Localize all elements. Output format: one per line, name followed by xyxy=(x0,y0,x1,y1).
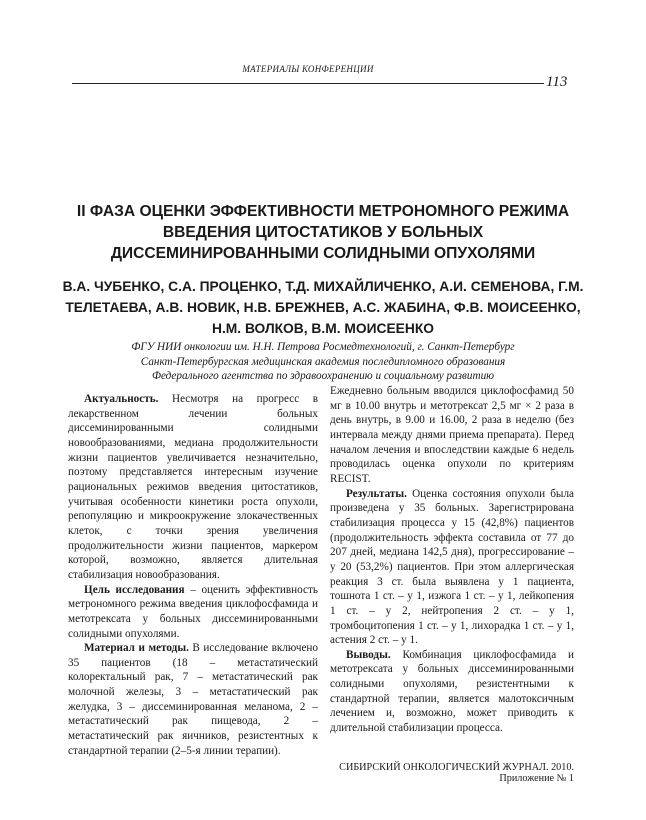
header-rule xyxy=(72,83,544,84)
results-text: Оценка состояния опухоли была произведена у 35 больных. Зарегистрирована стабилизация процесса у 15 (42,8%) пациентов (продолжительность эффекта составила от 77 до 207 дней, медиана 142,5 дня), прогрессирование – у 20 (53,2%) пациентов. При этом аллергическая реакция 3 ст. была выявлена у 1 пациента, тошнота 1 ст. – у 1, изжога 1 ст. – у 1, лейкопения 1 ст. – у 2, нейтропения 2 ст. – у 1, тромбоцитопения 1 ст. – у 1, лихорадка 1 ст. – у 1, астения 2 ст. – у 1. xyxy=(330,487,575,647)
aim-text: – оценить эффективность метрономного режима введения циклофосфамида и метотрексата у больных диссеминированными солидными опухолями. xyxy=(68,583,319,640)
aim-paragraph xyxy=(68,583,318,642)
affiliation-line: Санкт-Петербургская медицинская академия последипломного образования xyxy=(140,355,506,368)
journal-footer: СИБИРСКИЙ ОНКОЛОГИЧЕСКИЙ ЖУРНАЛ. 2010. Приложение № 1 xyxy=(339,762,574,784)
page-number: 113 xyxy=(546,74,568,90)
methods-text: В исследование включено 35 пациентов (18 – метастатический колоректальный рак, 7 – метастатический рак молочной железы, 3 – метастатический рак желудка, 3 – диссеминированная меланома, 2 – метастатический рак пищевода, 2 – метастатический рак яичников, резистентных к стандартной терапии (2–5-я линии терапии). xyxy=(68,642,319,757)
relevance-paragraph xyxy=(68,392,318,583)
methods-label: Материал и методы. xyxy=(84,642,189,655)
conclusions-paragraph xyxy=(330,648,574,736)
left-column xyxy=(68,392,318,758)
relevance-label: Актуальность. xyxy=(84,393,159,405)
conclusions-label: Выводы. xyxy=(346,648,391,661)
affiliation-line: ФГУ НИИ онкологии им. Н.Н. Петрова Росмедтехнологий, г. Санкт-Петербург xyxy=(131,341,515,353)
article-title: II ФАЗА ОЦЕНКИ ЭФФЕКТИВНОСТИ МЕТРОНОМНОГО РЕЖИМА ВВЕДЕНИЯ ЦИТОСТАТИКОВ У БОЛЬНЫХ ДИССЕМИНИРОВАННЫМИ СОЛИДНЫМИ ОПУХОЛЯМИ xyxy=(76,203,570,262)
methods-continuation: Ежедневно больным вводился циклофосфамид 50 мг в 10.00 внутрь и метотрексат 2,5 мг × 2 раза в день внутрь, в 9.00 и 16.00, 2 раза в неделю (без интервала между днями приема препарата). Перед началом лечения и впоследствии каждые 6 недель проводилась оценка опухоли по критериям RECIST. xyxy=(330,385,574,485)
conclusions-text: Комбинация циклофосфамида и метотрексата у больных диссеминированными солидными опухолями, резистентными к стандартной терапии, является малотоксичным лечением и, возможно, может приводить к длительной стабилизации процесса. xyxy=(330,648,574,735)
affiliations xyxy=(60,340,586,384)
aim-label: Цель исследования xyxy=(84,583,185,596)
results-paragraph xyxy=(330,487,574,648)
affiliation-line: Федерального агентства по здравоохранению и социальному развитию xyxy=(151,370,495,382)
running-head: МАТЕРИАЛЫ КОНФЕРЕНЦИИ xyxy=(242,64,374,74)
methods-paragraph xyxy=(68,641,318,758)
right-column xyxy=(330,384,574,736)
relevance-text: Несмотря на прогресс в лекарственном лечении больных диссеминированными солидными новообразованиями, медиана продолжительности жизни пациентов увеличивается незначительно, поэтому представляется интересным изучение рациональных режимов введения цитостатиков, учитывая особенности кинетики роста опухоли, репопуляцию и микроокружение злокачественных клеток, с точки зрения увеличения продолжительности жизни пациентов, маркером которой, возможно, является длительная стабилизация новообразования. xyxy=(68,393,318,581)
author-list: В.А. ЧУБЕНКО, С.А. ПРОЦЕНКО, Т.Д. МИХАЙЛИЧЕНКО, А.И. СЕМЕНОВА, Г.М. ТЕЛЕТАЕВА, А.В. НОВИК, Н.В. БРЕЖНЕВ, А.С. ЖАБИНА, Ф.В. МОИСЕЕНКО, Н.М. ВОЛКОВ, В.М. МОИСЕЕНКО xyxy=(62,279,584,336)
results-label: Результаты. xyxy=(346,487,407,500)
